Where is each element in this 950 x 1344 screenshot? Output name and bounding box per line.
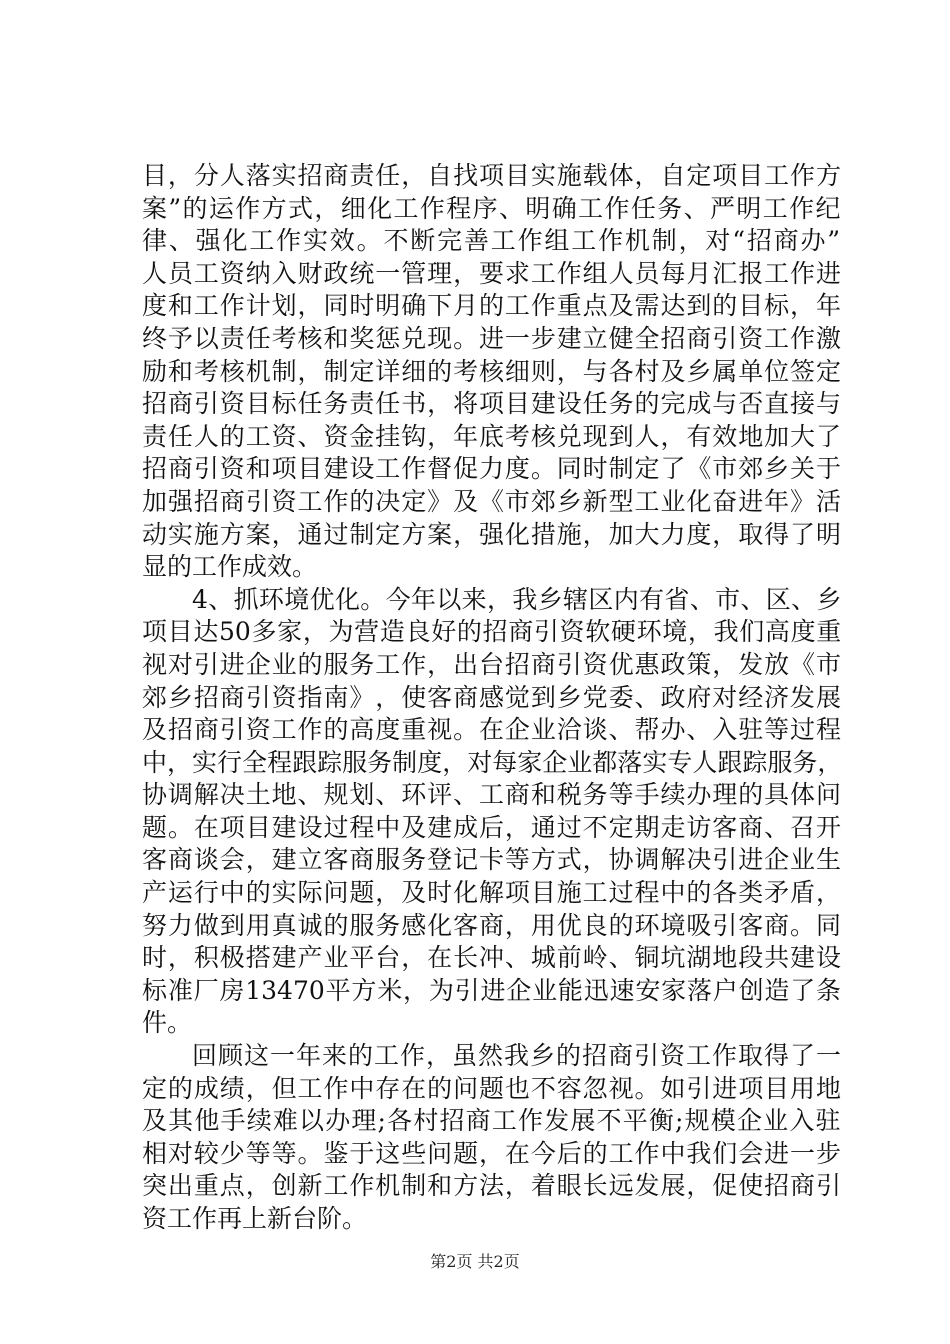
text-line: 协 调 解 决 土 地 、 规 划 、 环 评 、 工 商 和 税 务 等 手 续 办 理 的 具 体 问 xyxy=(142,780,841,810)
text-line: 度 和 工 作 计 划 ， 同 时 明 确 下 月 的 工 作 重 点 及 需 达 到 的 目 标 ， 年 xyxy=(142,291,841,321)
text-line: 及 其 他 手 续 难 以 办 理 ; 各 村 招 商 工 作 发 展 不 平 衡 ; 规 模 企 业 入 驻 xyxy=(142,1106,841,1136)
text-line: 客 商 谈 会 ， 建 立 客 商 服 务 登 记 卡 等 方 式 ， 协 调 解 决 引 进 企 业 生 xyxy=(142,845,841,875)
text-line: 定 的 成 绩 ， 但 工 作 中 存 在 的 问 题 也 不 容 忽 视 。 如 引 进 项 目 用 地 xyxy=(142,1073,841,1103)
text-line: 招 商 引 资 目 标 任 务 责 任 书 ， 将 项 目 建 设 任 务 的 完 成 与 否 直 接 与 xyxy=(142,389,841,419)
text-line: 人 员 工 资 纳 入 财 政 统 一 管 理 ， 要 求 工 作 组 人 员 每 月 汇 报 工 作 进 xyxy=(142,258,841,288)
text-line: 中 ， 实 行 全 程 跟 踪 服 务 制 度 ， 对 每 家 企 业 都 落 实 专 人 跟 踪 服 务 ， xyxy=(142,747,843,777)
text-line: 相 对 较 少 等 等 。 鉴 于 这 些 问 题 ， 在 今 后 的 工 作 中 我 们 会 进 一 步 xyxy=(142,1138,841,1168)
text-line: 件。 xyxy=(142,1008,193,1038)
text-line: 时 ， 积 极 搭 建 产 业 平 台 ， 在 长 冲 、 城 前 岭 、 铜 坑 湖 地 段 共 建 设 xyxy=(142,943,841,973)
text-line: 律 、 强 化 工 作 实 效 。 不 断 完 善 工 作 组 工 作 机 制 ， 对 “ 招 商 办 ” xyxy=(142,226,841,256)
text-line: 郊 乡 招 商 引 资 指 南 》 ， 使 客 商 感 觉 到 乡 党 委 、 政 府 对 经 济 发 展 xyxy=(142,682,841,712)
text-line: 标 准 厂 房 13470 平 方 米 ， 为 引 进 企 业 能 迅 速 安 家 落 户 创 造 了 条 xyxy=(142,975,842,1005)
text-line: 动 实 施 方 案 ， 通 过 制 定 方 案 ， 强 化 措 施 ， 加 大 力 度 ， 取 得 了 明 xyxy=(142,519,841,549)
text-line: 项 目 达 50 多 家 ， 为 营 造 良 好 的 招 商 引 资 软 硬 环 境 ， 我 们 高 度 重 xyxy=(142,617,842,647)
text-line: 突 出 重 点 ， 创 新 工 作 机 制 和 方 法 ， 着 眼 长 远 发 展 ， 促 使 招 商 引 xyxy=(142,1171,841,1201)
text-line: 终 予 以 责 任 考 核 和 奖 惩 兑 现 。 进 一 步 建 立 健 全 招 商 引 资 工 作 激 xyxy=(142,323,841,353)
text-line: 案 ” 的 运 作 方 式 ， 细 化 工 作 程 序 、 明 确 工 作 任 务 、 严 明 工 作 纪 xyxy=(142,193,841,223)
page-footer: 第2页 共2页 xyxy=(430,1252,520,1271)
text-line: 产 运 行 中 的 实 际 问 题 ， 及 时 化 解 项 目 施 工 过 程 中 的 各 类 矛 盾 ， xyxy=(142,878,841,908)
text-line: 题 。 在 项 目 建 设 过 程 中 及 建 成 后 ， 通 过 不 定 期 走 访 客 商 、 召 开 xyxy=(142,812,841,842)
text-line: 励 和 考 核 机 制 ， 制 定 详 细 的 考 核 细 则 ， 与 各 村 及 乡 属 单 位 签 定 xyxy=(142,356,841,386)
text-line: 及 招 商 引 资 工 作 的 高 度 重 视 。 在 企 业 洽 谈 、 帮 办 、 入 驻 等 过 程 xyxy=(142,715,841,745)
text-line: 回 顾 这 一 年 来 的 工 作 ， 虽 然 我 乡 的 招 商 引 资 工 作 取 得 了 一 xyxy=(142,1041,842,1071)
text-line: 招 商 引 资 和 项 目 建 设 工 作 督 促 力 度 。 同 时 制 定 了 《 市 郊 乡 关 于 xyxy=(142,454,841,484)
text-line: 加 强 招 商 引 资 工 作 的 决 定 》 及 《 市 郊 乡 新 型 工 业 化 奋 进 年 》 活 xyxy=(142,486,841,516)
text-line: 责 任 人 的 工 资 、 资 金 挂 钩 ， 年 底 考 核 兑 现 到 人 ， 有 效 地 加 大 了 xyxy=(142,421,841,451)
text-line: 4 、 抓 环 境 优 化 。 今 年 以 来 ， 我 乡 辖 区 内 有 省 、 市 、 区 、 乡 xyxy=(142,584,842,614)
body-text xyxy=(142,160,842,1236)
text-line: 视 对 引 进 企 业 的 服 务 工 作 ， 出 台 招 商 引 资 优 惠 政 策 ， 发 放 《 市 xyxy=(142,649,841,679)
text-line: 目 ， 分 人 落 实 招 商 责 任 ， 自 找 项 目 实 施 载 体 ， 自 定 项 目 工 作 方 xyxy=(142,161,841,190)
text-line: 显的工作成效。 xyxy=(142,552,318,582)
text-line: 资工作再上新台阶。 xyxy=(142,1204,368,1233)
text-line: 努 力 做 到 用 真 诚 的 服 务 感 化 客 商 ， 用 优 良 的 环 境 吸 引 客 商 。 同 xyxy=(142,910,841,940)
